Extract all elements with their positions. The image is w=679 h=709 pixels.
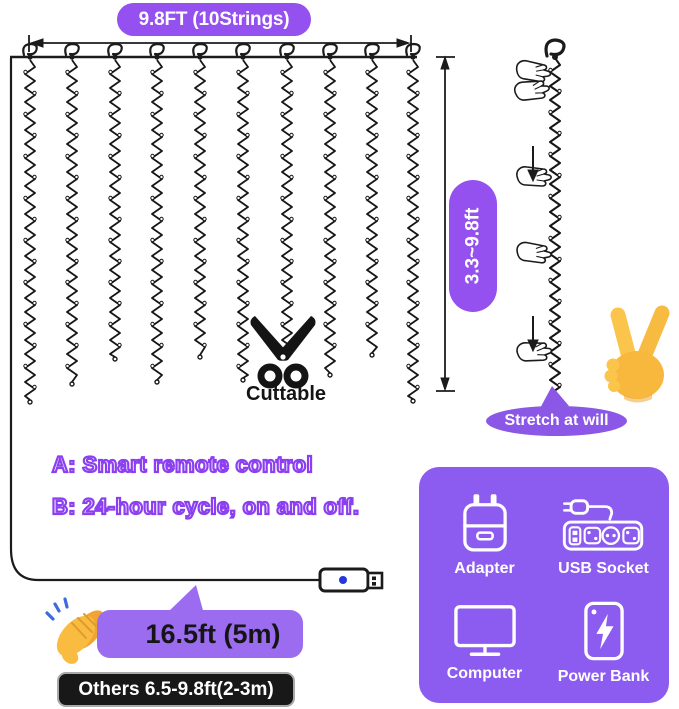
- feature-line-b: B: 24-hour cycle, on and off.: [52, 494, 360, 519]
- hook-dot: [410, 54, 415, 59]
- hook-icon: [236, 44, 250, 55]
- hook-icon: [406, 44, 420, 55]
- width-label: 9.8FT (10Strings): [138, 8, 290, 30]
- hook-dot: [154, 54, 159, 59]
- stretch-string: [546, 40, 564, 422]
- hand-sketch-icon: [516, 242, 552, 263]
- hook-dot: [27, 54, 32, 59]
- power-option-power-bank: [544, 589, 663, 697]
- other-lengths-label: Others 6.5-9.8ft(2-3m): [78, 678, 274, 700]
- power-option-label: Adapter: [454, 559, 515, 577]
- power-adapter-icon: [462, 493, 508, 553]
- light-string: [194, 60, 206, 359]
- hook-icon: [108, 44, 122, 55]
- light-string: [281, 60, 293, 354]
- hook-icon: [280, 44, 294, 55]
- width-dimension: [29, 35, 411, 52]
- hook-dot: [240, 54, 245, 59]
- light-string: [237, 60, 249, 382]
- usb-led-dot: [339, 576, 347, 584]
- light-string: [66, 60, 78, 386]
- light-string: [324, 60, 336, 377]
- hook-dot: [284, 54, 289, 59]
- light-string: [366, 60, 378, 357]
- feature-line-a: A: Smart remote control: [52, 452, 314, 477]
- hook-dot: [69, 54, 74, 59]
- power-option-adapter: [425, 481, 544, 589]
- cable-length-label: 16.5ft (5m): [145, 618, 281, 649]
- light-string: [151, 60, 163, 384]
- power-options-panel: [419, 467, 669, 703]
- curtain-strings: [24, 60, 419, 404]
- power-bank-icon: [584, 601, 624, 661]
- hook-icon: [193, 44, 207, 55]
- power-option-label: Power Bank: [557, 667, 650, 685]
- light-string: [549, 58, 561, 422]
- cable-length-bubble: [97, 610, 303, 658]
- power-option-computer: [425, 589, 544, 697]
- hook-icon: [365, 44, 379, 55]
- hook-icon: [150, 44, 164, 55]
- usb-connector: [320, 569, 382, 591]
- power-option-label: Computer: [446, 664, 523, 682]
- stretch-label: Stretch at will: [504, 412, 609, 429]
- other-lengths-pill: [57, 672, 295, 707]
- hook-icon: [546, 40, 564, 56]
- victory-hand-emoji: [605, 313, 665, 403]
- hook-dot: [197, 54, 202, 59]
- hook-icon: [323, 44, 337, 55]
- cuttable-label: Cuttable: [246, 383, 326, 405]
- width-label-pill: [117, 3, 311, 36]
- hook-icon: [23, 44, 37, 55]
- power-option-label: USB Socket: [558, 559, 649, 577]
- hand-sketch-icon: [514, 78, 551, 103]
- height-label: 3.3~9.8ft: [462, 207, 484, 285]
- stretch-bubble: [486, 406, 627, 436]
- light-string: [109, 60, 121, 361]
- power-strip-icon: [561, 493, 647, 553]
- hook-icon: [65, 44, 79, 55]
- power-option-usb-socket: [544, 481, 663, 589]
- hook-dot: [327, 54, 332, 59]
- hook-dot: [112, 54, 117, 59]
- light-string: [24, 60, 36, 404]
- hook-dot: [369, 54, 374, 59]
- computer-monitor-icon: [454, 604, 516, 658]
- light-string: [407, 60, 419, 403]
- height-label-pill: [449, 180, 497, 312]
- hand-sketch-icon: [515, 60, 551, 83]
